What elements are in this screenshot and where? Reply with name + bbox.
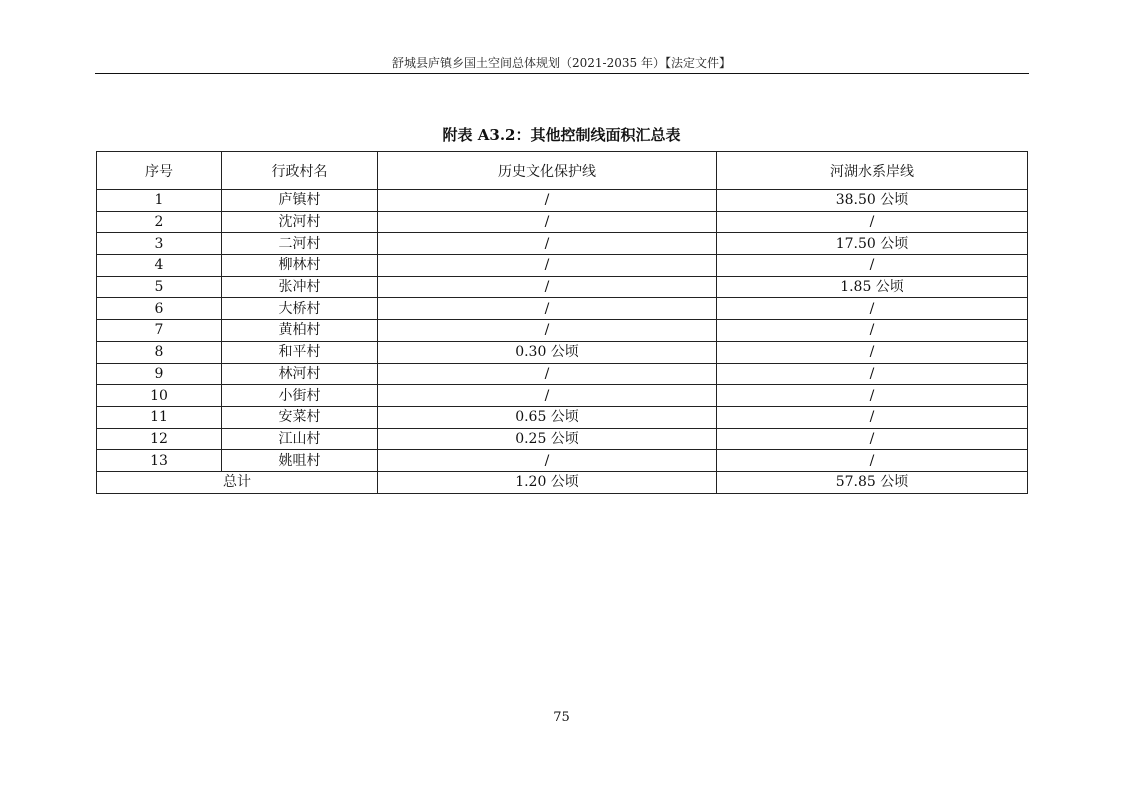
header-divider — [95, 73, 1029, 74]
row-heritage-area: / — [378, 276, 717, 298]
table-body — [97, 190, 1028, 494]
table-row — [97, 298, 1028, 320]
control-line-area-table — [96, 151, 1028, 494]
row-water-area: / — [717, 406, 1028, 428]
row-village: 庐镇村 — [222, 190, 378, 212]
row-heritage-area: 0.25 公顷 — [378, 428, 717, 450]
row-village: 林河村 — [222, 363, 378, 385]
table-row — [97, 320, 1028, 342]
table-row — [97, 385, 1028, 407]
row-no: 11 — [97, 406, 222, 428]
row-village: 张冲村 — [222, 276, 378, 298]
row-water-area: / — [717, 363, 1028, 385]
row-heritage-area: / — [378, 363, 717, 385]
table-header-row — [97, 152, 1028, 190]
row-water-area: / — [717, 385, 1028, 407]
row-heritage-area: / — [378, 211, 717, 233]
table-row — [97, 406, 1028, 428]
row-no: 1 — [97, 190, 222, 212]
row-village: 黄柏村 — [222, 320, 378, 342]
row-water-area: / — [717, 320, 1028, 342]
row-water-area: / — [717, 255, 1028, 277]
row-water-area: 38.50 公顷 — [717, 190, 1028, 212]
row-heritage-area: 0.30 公顷 — [378, 341, 717, 363]
table-row — [97, 211, 1028, 233]
row-village: 二河村 — [222, 233, 378, 255]
row-village: 小街村 — [222, 385, 378, 407]
table-row — [97, 190, 1028, 212]
row-no: 5 — [97, 276, 222, 298]
table-row — [97, 255, 1028, 277]
row-heritage-area: / — [378, 385, 717, 407]
row-no: 2 — [97, 211, 222, 233]
table-title: 附表 A3.2：其他控制线面积汇总表 — [442, 126, 681, 144]
column-header-water-shoreline: 河湖水系岸线 — [717, 152, 1028, 190]
row-heritage-area: / — [378, 298, 717, 320]
row-heritage-area: / — [378, 190, 717, 212]
page-number: 75 — [553, 710, 570, 725]
column-header-heritage-line: 历史文化保护线 — [378, 152, 717, 190]
table-row — [97, 428, 1028, 450]
row-no: 3 — [97, 233, 222, 255]
document-header: 舒城县庐镇乡国土空间总体规划（2021-2035 年）【法定文件】 — [392, 56, 731, 70]
row-no: 4 — [97, 255, 222, 277]
row-village: 沈河村 — [222, 211, 378, 233]
table-row — [97, 233, 1028, 255]
row-no: 7 — [97, 320, 222, 342]
row-village: 安菜村 — [222, 406, 378, 428]
row-water-area: 1.85 公顷 — [717, 276, 1028, 298]
row-water-area: / — [717, 450, 1028, 472]
row-no: 13 — [97, 450, 222, 472]
total-row — [97, 471, 1028, 493]
row-no: 8 — [97, 341, 222, 363]
row-no: 6 — [97, 298, 222, 320]
row-village: 柳林村 — [222, 255, 378, 277]
row-village: 江山村 — [222, 428, 378, 450]
table-row — [97, 341, 1028, 363]
column-header-village: 行政村名 — [222, 152, 378, 190]
row-water-area: / — [717, 428, 1028, 450]
row-no: 12 — [97, 428, 222, 450]
total-heritage-area: 1.20 公顷 — [378, 471, 717, 493]
table-row — [97, 450, 1028, 472]
row-heritage-area: / — [378, 320, 717, 342]
row-village: 大桥村 — [222, 298, 378, 320]
column-header-no: 序号 — [97, 152, 222, 190]
row-water-area: / — [717, 298, 1028, 320]
row-heritage-area: 0.65 公顷 — [378, 406, 717, 428]
total-water-area: 57.85 公顷 — [717, 471, 1028, 493]
row-heritage-area: / — [378, 233, 717, 255]
table-row — [97, 363, 1028, 385]
row-water-area: 17.50 公顷 — [717, 233, 1028, 255]
row-no: 9 — [97, 363, 222, 385]
row-no: 10 — [97, 385, 222, 407]
row-water-area: / — [717, 211, 1028, 233]
row-heritage-area: / — [378, 450, 717, 472]
table-row — [97, 276, 1028, 298]
total-label: 总计 — [97, 471, 378, 493]
row-heritage-area: / — [378, 255, 717, 277]
row-village: 和平村 — [222, 341, 378, 363]
row-village: 姚咀村 — [222, 450, 378, 472]
row-water-area: / — [717, 341, 1028, 363]
